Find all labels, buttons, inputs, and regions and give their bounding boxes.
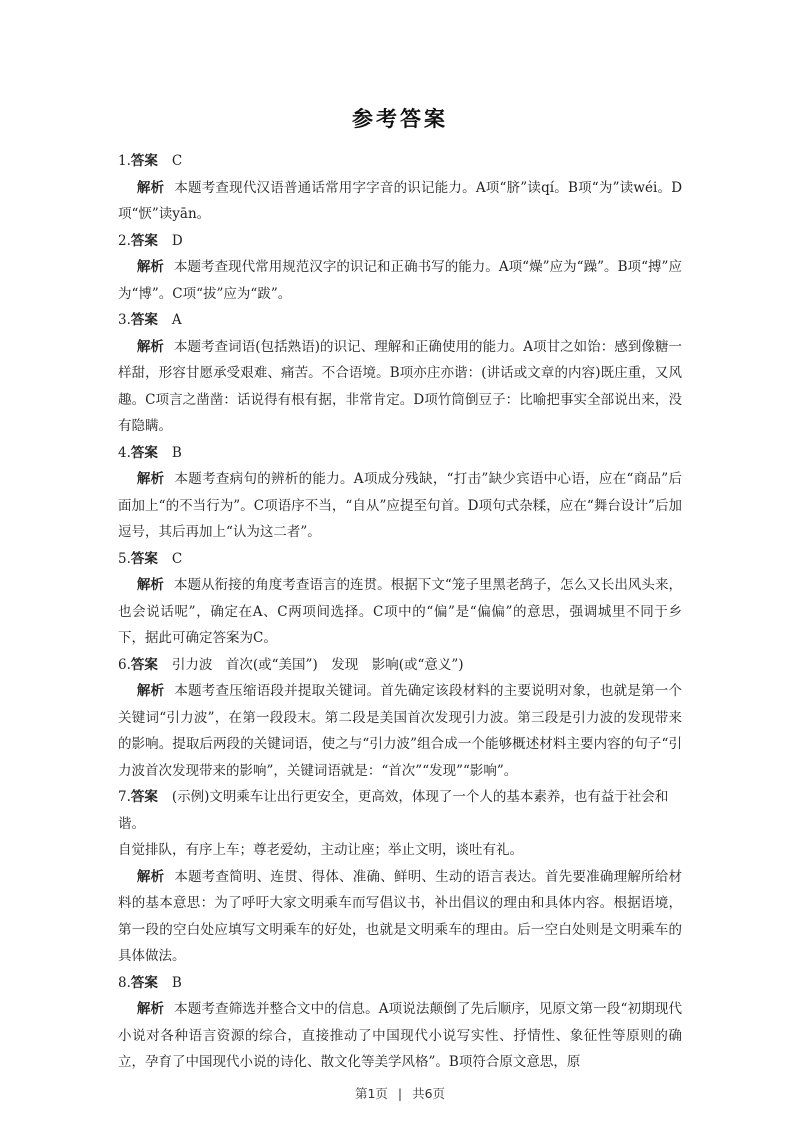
- explain-text: 本题考查病句的辨析的能力。A项成分残缺，“打击”缺少宾语中心语，应在“商品”后面加上“的不当行为”。C项语序不当，“自从”应提至句首。D项句式杂糅，应在“舞台设计”后加逗号，其后再加上“认为这二者”。: [118, 471, 683, 540]
- question-number: 5.: [118, 550, 131, 567]
- question-number: 3.: [118, 312, 131, 328]
- explanation: [118, 175, 682, 228]
- explain-label: 解析: [136, 1001, 165, 1017]
- explanation: [118, 996, 682, 1076]
- explain-label: 解析: [136, 868, 165, 885]
- answer-value: B: [171, 444, 182, 461]
- explain-text: 本题考查现代常用规范汉字的识记和正确书写的能力。A项“燥”应为“躁”。B项“搏”应为“博”。C项“拔”应为“跋”。: [118, 259, 682, 302]
- question-number: 6.: [118, 656, 131, 673]
- answer-line: [118, 546, 682, 573]
- answer-label: 答案: [130, 153, 158, 169]
- answer-value: D: [171, 232, 183, 249]
- answer-value: B: [171, 974, 182, 991]
- footer-separator: |: [397, 1086, 403, 1101]
- answer-line: [118, 440, 682, 467]
- answer-line: [118, 307, 682, 334]
- answer-line: [118, 970, 682, 997]
- answer-value: C: [171, 153, 183, 169]
- question-number: 1.: [118, 153, 131, 169]
- explain-text: 本题考查词语(包括熟语)的识记、理解和正确使用的能力。A项甘之如饴：感到像糖一样甜，形容甘愿承受艰难、痛苦。不合语境。B项亦庄亦谐：(讲话或文章的内容)既庄重，又风趣。C项言之凿凿：话说得有根有据，非常肯定。D项竹筒倒豆子：比喻把事实全部说出来，没有隐瞒。: [118, 338, 682, 434]
- question-number: 8.: [118, 974, 131, 991]
- explanation: [118, 334, 682, 440]
- answer-label: 答案: [130, 974, 158, 991]
- explain-text: 本题考查筛选并整合文中的信息。A项说法颠倒了先后顺序，见原文第一段“初期现代小说对各种语言资源的综合，直接推动了中国现代小说写实性、抒情性、象征性等原则的确立，孕育了中国现代小说的诗化、散文化等美学风格”。B项符合原文意思，原: [118, 1001, 682, 1070]
- answer-label: 答案: [130, 444, 158, 461]
- explain-label: 解析: [136, 683, 165, 699]
- answer-line: [118, 784, 682, 837]
- explain-text: 本题考查压缩语段并提取关键词。首先确定该段材料的主要说明对象，也就是第一个关键词“引力波”，在第一段段末。第二段是美国首次发现引力波。第三段是引力波的发现带来的影响。提取后两段的关键词语，使之与“引力波”组合成一个能够概述材料主要内容的句子“引力波首次发现带来的影响”，关键词语就是：“首次”“发现”“影响”。: [118, 683, 682, 779]
- page-footer: [0, 1081, 800, 1108]
- answer-value: A: [171, 312, 182, 328]
- explanation: [118, 864, 682, 970]
- explain-label: 解析: [136, 577, 164, 593]
- explanation: [118, 254, 682, 307]
- answer-label: 答案: [130, 312, 158, 328]
- explain-label: 解析: [136, 179, 165, 196]
- answer-line: [118, 652, 682, 679]
- answer-label: 答案: [130, 789, 158, 805]
- page-title: 参考答案: [352, 107, 448, 131]
- explain-label: 解析: [136, 471, 165, 487]
- explanation: [118, 466, 682, 546]
- answer-label: 答案: [130, 550, 158, 567]
- answer-line: [118, 228, 682, 255]
- question-number: 4.: [118, 444, 131, 461]
- explain-text: 本题从衔接的角度考查语言的连贯。根据下文“笼子里黑老鸹子，怎么又长出风头来，也会说话呢”，确定在A、C两项间选择。C项中的“偏”是“偏偏”的意思，强调城里不同于乡下，据此可确定答案为C。: [118, 577, 683, 646]
- explain-text: 本题考查现代汉语普通话常用字字音的识记能力。A项“脐”读qí。B项“为”读wéi。D项“恹”读yān。: [118, 179, 683, 222]
- explanation: [118, 678, 682, 784]
- question-number: 7.: [118, 789, 131, 805]
- question-number: 2.: [118, 232, 131, 249]
- answer-value: 引力波 首次(或“美国”) 发现 影响(或“意义”): [171, 656, 464, 673]
- page-total: 共6页: [412, 1086, 446, 1101]
- answer-extra: 自觉排队，有序上车；尊老爱幼，主动让座；举止文明，谈吐有礼。: [118, 842, 523, 858]
- explain-text: 本题考查简明、连贯、得体、准确、鲜明、生动的语言表达。首先要准确理解所给材料的基本意思：为了呼吁大家文明乘车而写倡议书，补出倡议的理由和具体内容。根据语境，第一段的空白处应填写文明乘车的好处，也就是文明乘车的理由。后一空白处则是文明乘车的具体做法。: [118, 868, 682, 964]
- answer-value: (示例)文明乘车让出行更安全，更高效，体现了一个人的基本素养，也有益于社会和谐。: [118, 789, 669, 832]
- answer-value: C: [171, 550, 183, 567]
- answer-label: 答案: [130, 656, 158, 673]
- answer-line: [118, 148, 682, 175]
- explain-label: 解析: [136, 259, 164, 275]
- answer-list: [118, 148, 682, 1076]
- page-number: 第1页: [354, 1086, 388, 1101]
- explanation: [118, 572, 682, 652]
- explain-label: 解析: [136, 338, 164, 355]
- answer-label: 答案: [130, 232, 158, 249]
